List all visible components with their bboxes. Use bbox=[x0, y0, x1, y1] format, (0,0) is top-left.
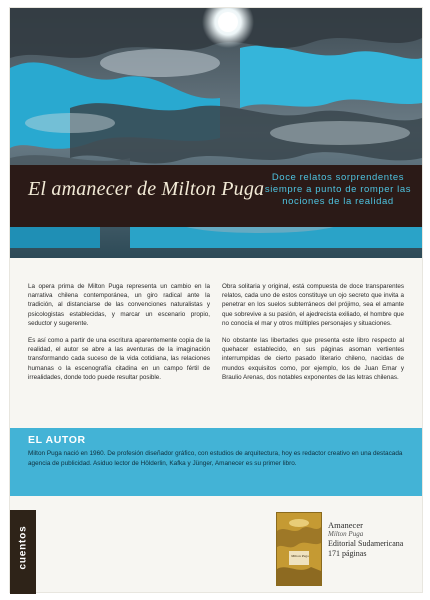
book-title: El amanecer de Milton Puga bbox=[28, 178, 265, 200]
author-heading: EL AUTOR bbox=[28, 434, 86, 446]
section-label: cuentos bbox=[17, 525, 29, 570]
publisher: Editorial Sudamericana bbox=[328, 539, 404, 548]
book-name: Amanecer bbox=[328, 520, 363, 530]
paragraph-tradition: No obstante las libertades que presenta este libro respecto al quehacer establecido, en sus páginas asoman vertientes interrumpidas de cierto pasado literario chileno, nacidas de mundos exquisitos como, por ejemplo, los de Juan Emar y Braulio Arenas, dos notables exponentes de las letras chilenas. bbox=[222, 337, 404, 381]
book-info bbox=[328, 520, 403, 559]
author-bio: Milton Puga nació en 1960. De profesión diseñador gráfico, con estudios de arquitectura, hoy es redactor creativo en una destacada agencia de publicidad. Asiduo lector de Hölderlin, Kafka y Jünger, Amanecer es su primer libro. bbox=[28, 450, 403, 467]
description-left-column bbox=[28, 282, 210, 390]
paragraph-imagination: Es así como a partir de una escritura aparentemente copia de la realidad, el autor se abre a las aventuras de la imaginación transformando cada suceso de la vida cotidiana, las relaciones humanas o la escenografía citadina en un campo fértil de irrealidades, donde todo puede resultar posible. bbox=[28, 337, 210, 381]
description-right-column bbox=[222, 282, 404, 390]
cover-title: Milton Puga bbox=[291, 554, 309, 558]
info-author: Milton Puga bbox=[328, 530, 364, 538]
paragraph-stories: Obra solitaria y original, está compuesta de doce transparentes relatos, cada uno de estos constituye un ojo secreto que invita a penetrar en los suelos subterráneos del prójimo, sea el amante que sobrevive a su pasión, el ajedrecista exiliado, el hombre que no conocía el mar y otros múltiples personajes y situaciones. bbox=[222, 283, 404, 327]
page-count: 171 páginas bbox=[328, 549, 367, 558]
paragraph-intro: La opera prima de Milton Puga representa un cambio en la narrativa chilena contemporánea, un giro radical ante la tradición, al distanciarse de las convenciones naturalistas y psicologistas establecidas, y marcar un escenario propio, seductor y sugerente. bbox=[28, 283, 210, 327]
cover-art bbox=[277, 513, 321, 585]
book-cover-thumbnail bbox=[276, 512, 322, 586]
book-tagline: Doce relatos sorprendentes siempre a punto de romper las nociones de la realidad bbox=[264, 172, 412, 207]
